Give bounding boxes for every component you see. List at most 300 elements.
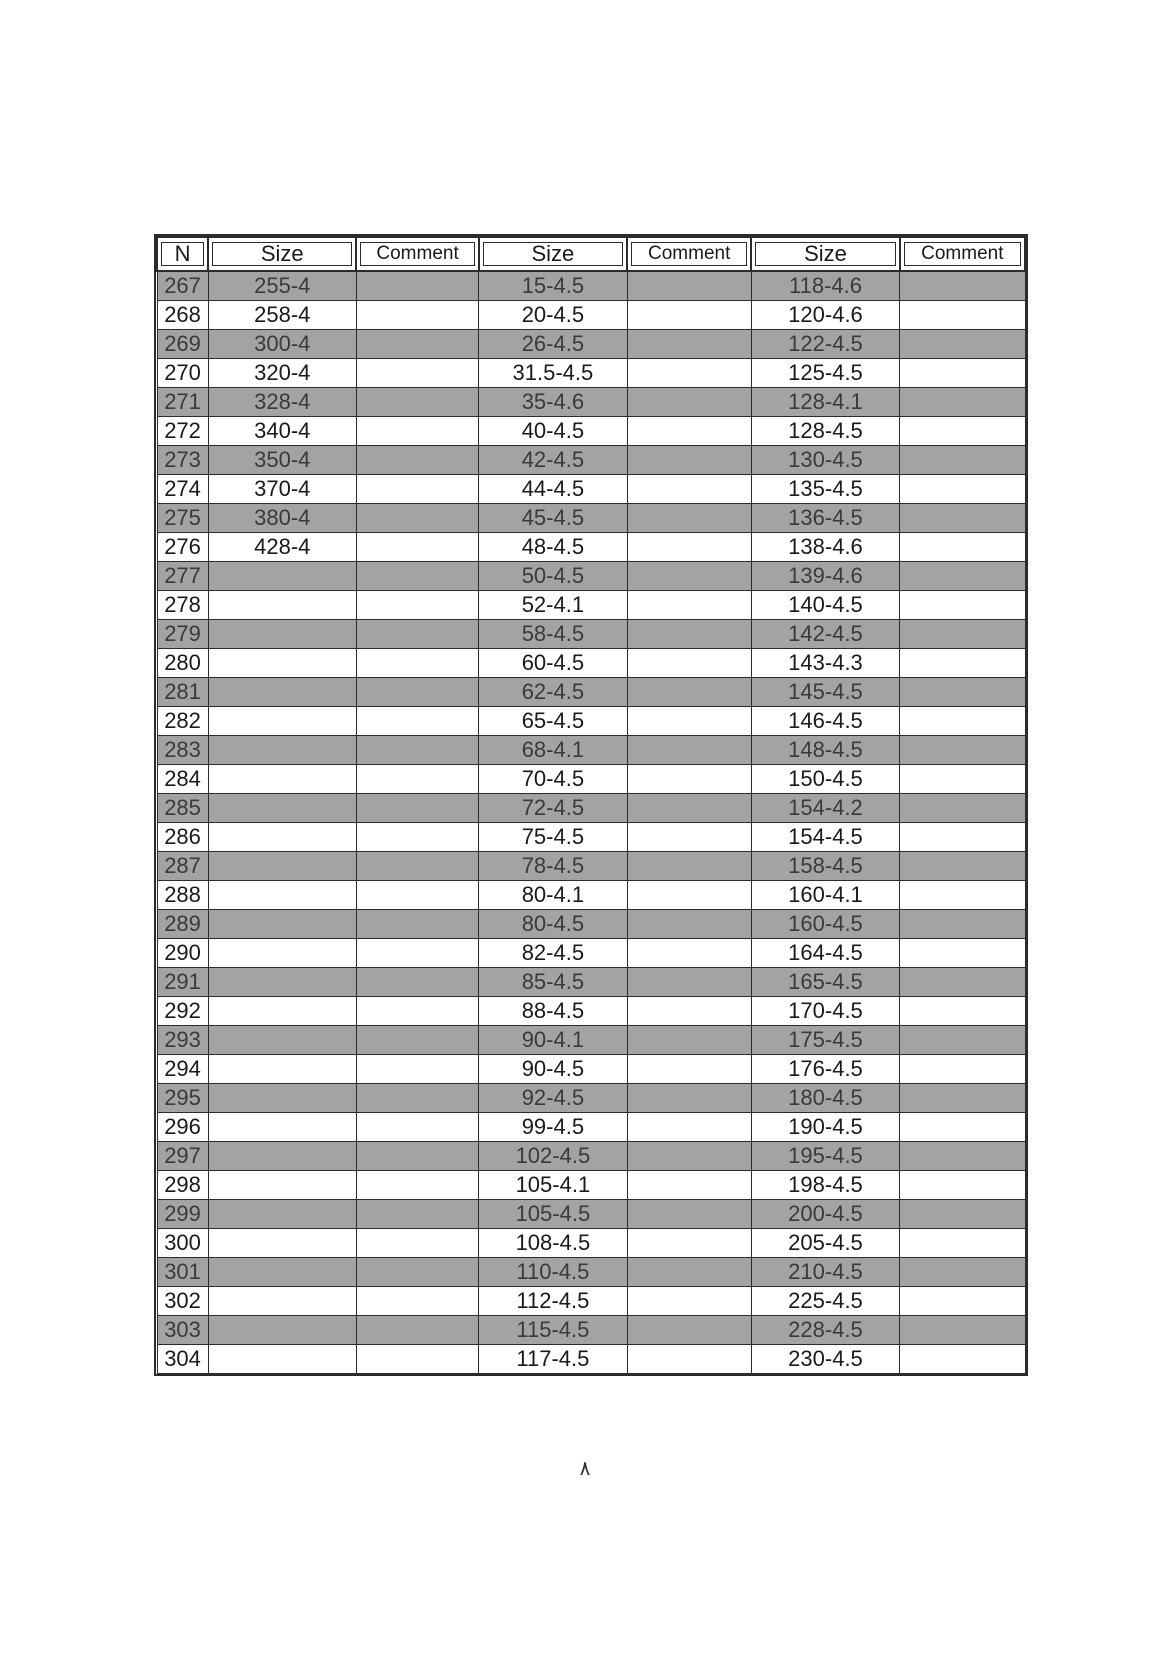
comment-cell-1	[356, 1113, 478, 1142]
table-header-row	[157, 237, 1025, 271]
comment-cell-2	[627, 620, 751, 649]
table-row	[157, 591, 1025, 620]
size-cell-2: 45-4.5	[479, 504, 627, 533]
size-cell-3: 138-4.6	[751, 533, 899, 562]
comment-cell-1	[356, 1084, 478, 1113]
size-cell-2: 58-4.5	[479, 620, 627, 649]
size-cell-2: 99-4.5	[479, 1113, 627, 1142]
header-comment-3: Comment	[900, 237, 1025, 271]
size-cell-3: 130-4.5	[751, 446, 899, 475]
table-row	[157, 968, 1025, 997]
size-cell-1	[208, 910, 356, 939]
comment-cell-3	[900, 1316, 1025, 1345]
row-number-cell: 283	[157, 736, 208, 765]
header-n: N	[157, 237, 208, 271]
table-row	[157, 417, 1025, 446]
size-cell-1: 258-4	[208, 301, 356, 330]
comment-cell-2	[627, 562, 751, 591]
comment-cell-1	[356, 475, 478, 504]
table-row	[157, 446, 1025, 475]
comment-cell-3	[900, 1345, 1025, 1374]
size-cell-1	[208, 939, 356, 968]
size-cell-2: 90-4.5	[479, 1055, 627, 1084]
row-number-cell: 295	[157, 1084, 208, 1113]
size-cell-2: 70-4.5	[479, 765, 627, 794]
table-row	[157, 881, 1025, 910]
row-number-cell: 268	[157, 301, 208, 330]
row-number-cell: 279	[157, 620, 208, 649]
table-row	[157, 852, 1025, 881]
size-cell-2: 26-4.5	[479, 330, 627, 359]
size-cell-3: 180-4.5	[751, 1084, 899, 1113]
comment-cell-1	[356, 591, 478, 620]
size-cell-2: 20-4.5	[479, 301, 627, 330]
size-cell-1	[208, 1345, 356, 1374]
size-cell-2: 40-4.5	[479, 417, 627, 446]
size-cell-2: 60-4.5	[479, 649, 627, 678]
row-number-cell: 286	[157, 823, 208, 852]
row-number-cell: 272	[157, 417, 208, 446]
comment-cell-3	[900, 678, 1025, 707]
size-cell-3: 154-4.2	[751, 794, 899, 823]
row-number-cell: 294	[157, 1055, 208, 1084]
row-number-cell: 297	[157, 1142, 208, 1171]
comment-cell-3	[900, 1258, 1025, 1287]
size-cell-2: 35-4.6	[479, 388, 627, 417]
size-cell-3: 160-4.5	[751, 910, 899, 939]
comment-cell-3	[900, 852, 1025, 881]
row-number-cell: 273	[157, 446, 208, 475]
comment-cell-3	[900, 475, 1025, 504]
comment-cell-3	[900, 1200, 1025, 1229]
table-row	[157, 271, 1025, 301]
table-row	[157, 707, 1025, 736]
comment-cell-3	[900, 794, 1025, 823]
size-cell-2: 105-4.5	[479, 1200, 627, 1229]
table-row	[157, 1084, 1025, 1113]
row-number-cell: 298	[157, 1171, 208, 1200]
size-cell-3: 125-4.5	[751, 359, 899, 388]
comment-cell-1	[356, 997, 478, 1026]
comment-cell-1	[356, 1171, 478, 1200]
comment-cell-2	[627, 1229, 751, 1258]
size-cell-3: 122-4.5	[751, 330, 899, 359]
size-cell-3: 128-4.1	[751, 388, 899, 417]
row-number-cell: 287	[157, 852, 208, 881]
comment-cell-2	[627, 330, 751, 359]
row-number-cell: 289	[157, 910, 208, 939]
comment-cell-3	[900, 388, 1025, 417]
row-number-cell: 301	[157, 1258, 208, 1287]
page-number: ٨	[579, 1458, 591, 1480]
size-cell-3: 165-4.5	[751, 968, 899, 997]
table-row	[157, 533, 1025, 562]
comment-cell-3	[900, 271, 1025, 301]
size-cell-1	[208, 1084, 356, 1113]
table-row	[157, 649, 1025, 678]
comment-cell-1	[356, 1345, 478, 1374]
comment-cell-2	[627, 1316, 751, 1345]
comment-cell-1	[356, 1200, 478, 1229]
table-row	[157, 1316, 1025, 1345]
comment-cell-2	[627, 939, 751, 968]
size-cell-1	[208, 1316, 356, 1345]
table-row	[157, 301, 1025, 330]
comment-cell-3	[900, 591, 1025, 620]
table-row	[157, 1026, 1025, 1055]
comment-cell-2	[627, 1171, 751, 1200]
comment-cell-2	[627, 1026, 751, 1055]
comment-cell-2	[627, 271, 751, 301]
row-number-cell: 269	[157, 330, 208, 359]
size-cell-3: 150-4.5	[751, 765, 899, 794]
comment-cell-3	[900, 1113, 1025, 1142]
comment-cell-2	[627, 359, 751, 388]
size-cell-3: 143-4.3	[751, 649, 899, 678]
comment-cell-1	[356, 1287, 478, 1316]
comment-cell-3	[900, 1171, 1025, 1200]
comment-cell-3	[900, 1084, 1025, 1113]
size-cell-1	[208, 1142, 356, 1171]
size-cell-1	[208, 736, 356, 765]
size-cell-3: 140-4.5	[751, 591, 899, 620]
comment-cell-3	[900, 1229, 1025, 1258]
row-number-cell: 296	[157, 1113, 208, 1142]
comment-cell-3	[900, 823, 1025, 852]
row-number-cell: 274	[157, 475, 208, 504]
row-number-cell: 275	[157, 504, 208, 533]
comment-cell-2	[627, 417, 751, 446]
comment-cell-1	[356, 707, 478, 736]
size-cell-3: 170-4.5	[751, 997, 899, 1026]
comment-cell-3	[900, 881, 1025, 910]
size-cell-3: 160-4.1	[751, 881, 899, 910]
size-cell-2: 108-4.5	[479, 1229, 627, 1258]
size-cell-3: 225-4.5	[751, 1287, 899, 1316]
table-row	[157, 678, 1025, 707]
size-cell-3: 154-4.5	[751, 823, 899, 852]
table-row	[157, 736, 1025, 765]
row-number-cell: 282	[157, 707, 208, 736]
table-row	[157, 1229, 1025, 1258]
row-number-cell: 278	[157, 591, 208, 620]
size-cell-1: 255-4	[208, 271, 356, 301]
comment-cell-3	[900, 620, 1025, 649]
comment-cell-1	[356, 388, 478, 417]
size-cell-1	[208, 1258, 356, 1287]
size-cell-2: 65-4.5	[479, 707, 627, 736]
comment-cell-2	[627, 1287, 751, 1316]
row-number-cell: 302	[157, 1287, 208, 1316]
size-cell-2: 15-4.5	[479, 271, 627, 301]
comment-cell-2	[627, 446, 751, 475]
comment-cell-2	[627, 794, 751, 823]
size-cell-1	[208, 968, 356, 997]
header-size-1: Size	[208, 237, 356, 271]
size-cell-2: 88-4.5	[479, 997, 627, 1026]
comment-cell-1	[356, 678, 478, 707]
comment-cell-1	[356, 939, 478, 968]
size-cell-2: 105-4.1	[479, 1171, 627, 1200]
size-cell-1: 380-4	[208, 504, 356, 533]
size-cell-2: 48-4.5	[479, 533, 627, 562]
size-cell-2: 50-4.5	[479, 562, 627, 591]
size-cell-1	[208, 678, 356, 707]
comment-cell-2	[627, 997, 751, 1026]
comment-cell-1	[356, 301, 478, 330]
comment-cell-3	[900, 1287, 1025, 1316]
comment-cell-3	[900, 1142, 1025, 1171]
size-cell-2: 52-4.1	[479, 591, 627, 620]
size-cell-1	[208, 562, 356, 591]
comment-cell-3	[900, 649, 1025, 678]
comment-cell-3	[900, 939, 1025, 968]
comment-cell-2	[627, 823, 751, 852]
row-number-cell: 293	[157, 1026, 208, 1055]
size-cell-2: 92-4.5	[479, 1084, 627, 1113]
size-cell-1	[208, 1171, 356, 1200]
comment-cell-2	[627, 707, 751, 736]
size-cell-3: 145-4.5	[751, 678, 899, 707]
comment-cell-2	[627, 533, 751, 562]
comment-cell-1	[356, 1142, 478, 1171]
row-number-cell: 270	[157, 359, 208, 388]
comment-cell-2	[627, 1142, 751, 1171]
size-cell-3: 230-4.5	[751, 1345, 899, 1374]
table-row	[157, 910, 1025, 939]
comment-cell-3	[900, 707, 1025, 736]
table-row	[157, 1142, 1025, 1171]
comment-cell-3	[900, 736, 1025, 765]
size-cell-3: 198-4.5	[751, 1171, 899, 1200]
size-cell-2: 80-4.1	[479, 881, 627, 910]
size-cell-1	[208, 823, 356, 852]
row-number-cell: 267	[157, 271, 208, 301]
size-cell-1	[208, 794, 356, 823]
row-number-cell: 285	[157, 794, 208, 823]
size-cell-3: 158-4.5	[751, 852, 899, 881]
size-cell-2: 82-4.5	[479, 939, 627, 968]
size-cell-2: 112-4.5	[479, 1287, 627, 1316]
size-cell-1	[208, 1055, 356, 1084]
table-row	[157, 1171, 1025, 1200]
row-number-cell: 281	[157, 678, 208, 707]
size-cell-2: 68-4.1	[479, 736, 627, 765]
size-cell-1	[208, 620, 356, 649]
comment-cell-3	[900, 997, 1025, 1026]
size-cell-3: 205-4.5	[751, 1229, 899, 1258]
comment-cell-3	[900, 562, 1025, 591]
size-cell-3: 146-4.5	[751, 707, 899, 736]
size-cell-1	[208, 1287, 356, 1316]
table-row	[157, 1345, 1025, 1374]
comment-cell-1	[356, 1229, 478, 1258]
table-row	[157, 997, 1025, 1026]
row-number-cell: 271	[157, 388, 208, 417]
comment-cell-2	[627, 475, 751, 504]
comment-cell-1	[356, 765, 478, 794]
comment-cell-1	[356, 1026, 478, 1055]
comment-cell-1	[356, 417, 478, 446]
size-cell-2: 85-4.5	[479, 968, 627, 997]
size-table-frame	[154, 234, 1028, 1376]
comment-cell-1	[356, 1316, 478, 1345]
size-cell-2: 115-4.5	[479, 1316, 627, 1345]
row-number-cell: 304	[157, 1345, 208, 1374]
comment-cell-1	[356, 852, 478, 881]
table-row	[157, 475, 1025, 504]
row-number-cell: 291	[157, 968, 208, 997]
table-row	[157, 620, 1025, 649]
row-number-cell: 280	[157, 649, 208, 678]
comment-cell-2	[627, 736, 751, 765]
size-cell-1	[208, 997, 356, 1026]
table-row	[157, 794, 1025, 823]
comment-cell-2	[627, 1055, 751, 1084]
size-cell-3: 118-4.6	[751, 271, 899, 301]
comment-cell-2	[627, 1113, 751, 1142]
table-row	[157, 1258, 1025, 1287]
comment-cell-3	[900, 968, 1025, 997]
size-cell-1	[208, 1229, 356, 1258]
comment-cell-3	[900, 910, 1025, 939]
comment-cell-3	[900, 504, 1025, 533]
size-cell-3: 210-4.5	[751, 1258, 899, 1287]
comment-cell-2	[627, 881, 751, 910]
comment-cell-1	[356, 359, 478, 388]
size-cell-2: 80-4.5	[479, 910, 627, 939]
size-cell-3: 195-4.5	[751, 1142, 899, 1171]
row-number-cell: 292	[157, 997, 208, 1026]
comment-cell-1	[356, 1055, 478, 1084]
size-cell-3: 120-4.6	[751, 301, 899, 330]
size-cell-1	[208, 707, 356, 736]
comment-cell-2	[627, 301, 751, 330]
size-cell-2: 62-4.5	[479, 678, 627, 707]
table-body	[157, 271, 1025, 1374]
size-cell-1	[208, 1026, 356, 1055]
comment-cell-2	[627, 1258, 751, 1287]
size-cell-3: 148-4.5	[751, 736, 899, 765]
size-cell-3: 128-4.5	[751, 417, 899, 446]
size-cell-1	[208, 1113, 356, 1142]
comment-cell-1	[356, 562, 478, 591]
size-cell-3: 164-4.5	[751, 939, 899, 968]
comment-cell-1	[356, 794, 478, 823]
comment-cell-2	[627, 591, 751, 620]
comment-cell-2	[627, 910, 751, 939]
size-cell-1	[208, 852, 356, 881]
size-cell-1	[208, 649, 356, 678]
size-cell-3: 175-4.5	[751, 1026, 899, 1055]
comment-cell-2	[627, 678, 751, 707]
comment-cell-1	[356, 968, 478, 997]
header-comment-2: Comment	[627, 237, 751, 271]
comment-cell-2	[627, 1345, 751, 1374]
size-cell-1: 428-4	[208, 533, 356, 562]
size-cell-2: 31.5-4.5	[479, 359, 627, 388]
table-row	[157, 1287, 1025, 1316]
table-row	[157, 562, 1025, 591]
comment-cell-2	[627, 1200, 751, 1229]
row-number-cell: 290	[157, 939, 208, 968]
size-cell-2: 72-4.5	[479, 794, 627, 823]
comment-cell-2	[627, 1084, 751, 1113]
size-cell-1	[208, 591, 356, 620]
comment-cell-3	[900, 330, 1025, 359]
size-cell-3: 142-4.5	[751, 620, 899, 649]
size-cell-1: 328-4	[208, 388, 356, 417]
comment-cell-1	[356, 330, 478, 359]
row-number-cell: 300	[157, 1229, 208, 1258]
comment-cell-1	[356, 504, 478, 533]
table-row	[157, 359, 1025, 388]
row-number-cell: 303	[157, 1316, 208, 1345]
table-row	[157, 330, 1025, 359]
size-cell-3: 139-4.6	[751, 562, 899, 591]
header-size-2: Size	[479, 237, 627, 271]
table-row	[157, 823, 1025, 852]
size-cell-2: 44-4.5	[479, 475, 627, 504]
comment-cell-3	[900, 359, 1025, 388]
comment-cell-1	[356, 910, 478, 939]
table-row	[157, 1200, 1025, 1229]
row-number-cell: 284	[157, 765, 208, 794]
size-cell-2: 90-4.1	[479, 1026, 627, 1055]
comment-cell-2	[627, 388, 751, 417]
table-row	[157, 1113, 1025, 1142]
size-cell-2: 78-4.5	[479, 852, 627, 881]
comment-cell-1	[356, 823, 478, 852]
table-row	[157, 504, 1025, 533]
comment-cell-2	[627, 765, 751, 794]
size-cell-3: 190-4.5	[751, 1113, 899, 1142]
comment-cell-3	[900, 1055, 1025, 1084]
size-cell-3: 136-4.5	[751, 504, 899, 533]
table-row	[157, 388, 1025, 417]
size-cell-2: 117-4.5	[479, 1345, 627, 1374]
size-cell-1: 320-4	[208, 359, 356, 388]
size-cell-3: 200-4.5	[751, 1200, 899, 1229]
size-cell-2: 42-4.5	[479, 446, 627, 475]
comment-cell-3	[900, 533, 1025, 562]
header-size-3: Size	[751, 237, 899, 271]
size-cell-3: 228-4.5	[751, 1316, 899, 1345]
size-cell-3: 135-4.5	[751, 475, 899, 504]
comment-cell-2	[627, 852, 751, 881]
size-cell-3: 176-4.5	[751, 1055, 899, 1084]
header-comment-1: Comment	[356, 237, 478, 271]
comment-cell-1	[356, 736, 478, 765]
size-cell-2: 75-4.5	[479, 823, 627, 852]
table-row	[157, 1055, 1025, 1084]
comment-cell-3	[900, 417, 1025, 446]
size-cell-1: 340-4	[208, 417, 356, 446]
row-number-cell: 299	[157, 1200, 208, 1229]
row-number-cell: 277	[157, 562, 208, 591]
comment-cell-2	[627, 504, 751, 533]
comment-cell-2	[627, 649, 751, 678]
size-cell-2: 102-4.5	[479, 1142, 627, 1171]
comment-cell-3	[900, 765, 1025, 794]
size-table	[156, 236, 1026, 1374]
size-cell-1: 300-4	[208, 330, 356, 359]
comment-cell-1	[356, 533, 478, 562]
comment-cell-1	[356, 649, 478, 678]
comment-cell-1	[356, 271, 478, 301]
size-cell-1	[208, 765, 356, 794]
size-cell-1	[208, 881, 356, 910]
